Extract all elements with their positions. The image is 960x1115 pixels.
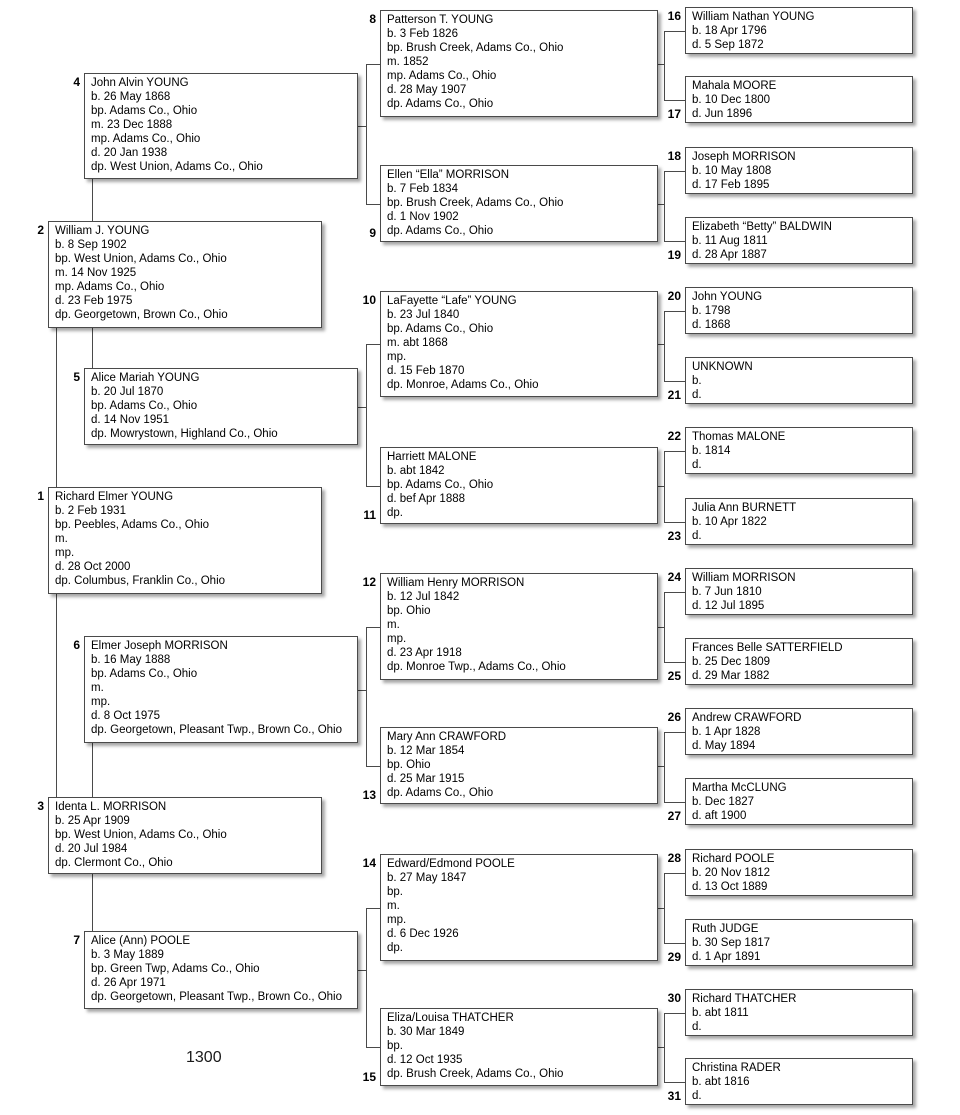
connector-line [358,970,367,971]
person-detail-line: dp. [387,507,403,519]
person-box-10[interactable] [380,291,658,397]
person-detail-line: bp. [387,886,403,898]
person-detail-line: b. 1798 [692,305,731,317]
person-name: John Alvin YOUNG [91,77,189,89]
person-detail-line: dp. Mowrystown, Highland Co., Ohio [91,428,278,440]
person-number: 14 [362,856,376,870]
person-name: Identa L. MORRISON [55,801,167,813]
person-detail-line: d. [692,459,702,471]
person-detail-line: b. [692,375,702,387]
person-detail-line: d. 1 Apr 1891 [692,951,761,963]
person-detail-line: d. 28 Apr 1887 [692,249,767,261]
connector-line [664,522,685,523]
person-box-6[interactable] [84,636,358,743]
person-detail-line: dp. Georgetown, Pleasant Twp., Brown Co., Ohio [91,724,343,736]
person-detail-line: b. 16 May 1888 [91,654,171,666]
person-detail-line: d. May 1894 [692,740,756,752]
person-detail-line: b. abt 1811 [692,1007,749,1019]
person-detail-line: d. [692,1021,702,1033]
person-detail-line: d. 20 Jul 1984 [55,843,128,855]
connector-line [658,1047,665,1048]
person-box-18[interactable] [685,147,913,194]
person-name: John YOUNG [692,291,763,303]
connector-line [664,31,665,100]
person-box-14[interactable] [380,854,658,961]
connector-line [664,1013,685,1014]
person-number: 22 [667,429,681,443]
person-box-25[interactable] [685,638,913,685]
person-detail-line: bp. Ohio [387,605,431,617]
person-number: 29 [667,950,681,964]
person-detail-line: mp. Adams Co., Ohio [91,133,201,145]
person-box-16[interactable] [685,7,913,54]
person-name: Harriett MALONE [387,451,477,463]
person-detail-line: b. 30 Sep 1817 [692,937,771,949]
connector-line [664,592,685,593]
person-detail-line: b. 12 Jul 1842 [387,591,460,603]
person-detail-line: bp. Brush Creek, Adams Co., Ohio [387,42,564,54]
person-box-22[interactable] [685,427,913,474]
connector-line [658,204,665,205]
connector-line [664,732,685,733]
person-number: 25 [667,669,681,683]
connector-line [658,64,665,65]
connector-line [664,311,685,312]
connector-line [664,873,685,874]
person-name: Ruth JUDGE [692,923,759,935]
person-number: 2 [37,223,44,237]
person-detail-line: b. 10 Dec 1800 [692,94,771,106]
person-number: 13 [362,788,376,802]
person-detail-line: d. 23 Apr 1918 [387,647,462,659]
person-name: Patterson T. YOUNG [387,14,494,26]
person-detail-line: dp. [387,942,403,954]
person-detail-line: dp. Clermont Co., Ohio [55,857,173,869]
person-detail-line: d. 28 Oct 2000 [55,561,131,573]
person-detail-line: d. 8 Oct 1975 [91,710,161,722]
person-detail-line: d. 12 Jul 1895 [692,600,765,612]
person-detail-line: b. 25 Dec 1809 [692,656,771,668]
person-detail-line: b. 1814 [692,445,731,457]
person-number: 30 [667,991,681,1005]
person-name: Alice (Ann) POOLE [91,935,191,947]
person-detail-line: b. Dec 1827 [692,796,755,808]
person-detail-line: b. 2 Feb 1931 [55,505,126,517]
person-name: Joseph MORRISON [692,151,796,163]
person-name: Martha McCLUNG [692,782,787,794]
person-detail-line: b. 10 Apr 1822 [692,516,767,528]
person-number: 31 [667,1089,681,1103]
person-box-2[interactable] [48,221,322,328]
person-name: Mary Ann CRAWFORD [387,731,507,743]
person-name: UNKNOWN [692,361,753,373]
person-detail-line: mp. [387,633,407,645]
person-detail-line: bp. Ohio [387,759,431,771]
person-detail-line: d. [692,389,702,401]
person-detail-line: b. 18 Apr 1796 [692,25,767,37]
person-detail-line: b. 23 Jul 1840 [387,309,460,321]
person-box-15[interactable] [380,1008,658,1086]
person-detail-line: b. 7 Feb 1834 [387,183,458,195]
person-detail-line: b. 25 Apr 1909 [55,815,130,827]
person-name: Mahala MOORE [692,80,777,92]
connector-line [366,344,367,486]
person-detail-line: m. [387,619,400,631]
person-detail-line: b. abt 1816 [692,1076,750,1088]
person-name: William Nathan YOUNG [692,11,815,23]
chart-number-label: 1300 [186,1049,222,1066]
person-name: William Henry MORRISON [387,577,525,589]
person-detail-line: bp. Adams Co., Ohio [91,400,198,412]
person-detail-line: d. 13 Oct 1889 [692,881,768,893]
person-detail-line: b. 27 May 1847 [387,872,467,884]
person-detail-line: mp. Adams Co., Ohio [387,70,497,82]
person-number: 20 [667,289,681,303]
person-detail-line: b. 10 May 1808 [692,165,772,177]
person-detail-line: d. 12 Oct 1935 [387,1054,463,1066]
person-name: Elizabeth “Betty” BALDWIN [692,221,832,233]
person-detail-line: dp. Georgetown, Brown Co., Ohio [55,309,228,321]
person-detail-line: m. abt 1868 [387,337,448,349]
person-detail-line: dp. Georgetown, Pleasant Twp., Brown Co., Ohio [91,991,343,1003]
person-number: 8 [369,12,376,26]
person-detail-line: d. 20 Jan 1938 [91,147,168,159]
person-detail-line: mp. [387,351,407,363]
person-box-9[interactable] [380,165,658,242]
person-name: Christina RADER [692,1062,781,1074]
connector-line [366,344,380,345]
person-number: 19 [667,248,681,262]
person-number: 9 [369,226,376,240]
person-detail-line: bp. West Union, Adams Co., Ohio [55,253,227,265]
person-name: Richard THATCHER [692,993,797,1005]
person-number: 11 [363,508,376,522]
person-number: 10 [362,293,376,307]
person-detail-line: b. 11 Aug 1811 [692,235,768,247]
person-detail-line: d. 26 Apr 1971 [91,977,166,989]
person-detail-line: d. 23 Feb 1975 [55,295,133,307]
person-detail-line: dp. Monroe, Adams Co., Ohio [387,379,539,391]
connector-line [658,486,665,487]
person-detail-line: m. 1852 [387,56,429,68]
connector-line [664,1082,685,1083]
person-box-4[interactable] [84,73,358,179]
connector-line [664,732,665,802]
person-detail-line: dp. Columbus, Franklin Co., Ohio [55,575,226,587]
connector-line [366,1047,380,1048]
person-name: Alice Mariah YOUNG [91,372,200,384]
person-detail-line: dp. Adams Co., Ohio [387,98,494,110]
connector-line [664,451,685,452]
connector-line [664,241,685,242]
person-detail-line: mp. Adams Co., Ohio [55,281,165,293]
person-name: Thomas MALONE [692,431,786,443]
person-box-30[interactable] [685,989,913,1036]
person-detail-line: dp. West Union, Adams Co., Ohio [91,161,263,173]
person-detail-line: b. 7 Jun 1810 [692,586,762,598]
person-detail-line: bp. West Union, Adams Co., Ohio [55,829,227,841]
person-detail-line: d. bef Apr 1888 [387,493,466,505]
person-detail-line: d. 28 May 1907 [387,84,467,96]
person-detail-line: b. abt 1842 [387,465,445,477]
person-detail-line: bp. Adams Co., Ohio [91,668,198,680]
person-detail-line: d. 25 Mar 1915 [387,773,465,785]
person-number: 17 [667,107,681,121]
person-name: Frances Belle SATTERFIELD [692,642,843,654]
connector-line [664,662,685,663]
person-detail-line: m. [91,682,104,694]
person-name: Andrew CRAWFORD [692,712,802,724]
person-box-29[interactable] [685,919,913,966]
person-box-24[interactable] [685,568,913,615]
person-name: Richard Elmer YOUNG [55,491,174,503]
person-box-13[interactable] [380,727,658,804]
person-number: 26 [667,710,681,724]
person-detail-line: b. 12 Mar 1854 [387,745,465,757]
person-name: Edward/Edmond POOLE [387,858,515,870]
person-detail-line: dp. Brush Creek, Adams Co., Ohio [387,1068,564,1080]
person-detail-line: dp. Adams Co., Ohio [387,225,494,237]
person-name: William J. YOUNG [55,225,150,237]
connector-line [366,486,380,487]
person-detail-line: d. 5 Sep 1872 [692,39,764,51]
connector-line [664,31,685,32]
person-detail-line: bp. [387,1040,403,1052]
person-name: Eliza/Louisa THATCHER [387,1012,514,1024]
person-box-28[interactable] [685,849,913,896]
connector-line [366,908,367,1048]
connector-line [664,171,685,172]
person-detail-line: b. 30 Mar 1849 [387,1026,465,1038]
person-detail-line: bp. Adams Co., Ohio [91,105,198,117]
person-number: 4 [73,75,80,89]
person-detail-line: bp. Brush Creek, Adams Co., Ohio [387,197,564,209]
person-number: 1 [37,489,44,503]
connector-line [658,344,665,345]
person-detail-line: mp. [91,696,111,708]
connector-line [358,407,367,408]
person-number: 28 [667,851,681,865]
connector-line [366,627,380,628]
person-number: 7 [73,933,80,947]
person-box-20[interactable] [685,287,913,334]
person-box-23[interactable] [685,498,913,545]
person-detail-line: dp. Adams Co., Ohio [387,787,494,799]
person-number: 5 [73,370,80,384]
person-detail-line: bp. Adams Co., Ohio [387,323,494,335]
connector-line [664,802,685,803]
person-box-8[interactable] [380,10,658,117]
person-detail-line: m. 23 Dec 1888 [91,119,173,131]
person-name: William MORRISON [692,572,796,584]
person-detail-line: b. 8 Sep 1902 [55,239,127,251]
person-detail-line: d. 15 Feb 1870 [387,365,465,377]
person-name: Ellen “Ella” MORRISON [387,169,510,181]
person-detail-line: d. aft 1900 [692,810,747,822]
person-detail-line: dp. Monroe Twp., Adams Co., Ohio [387,661,566,673]
connector-line [658,627,665,628]
person-detail-line: mp. [55,547,75,559]
connector-line [664,381,685,382]
person-number: 16 [667,9,681,23]
person-box-3[interactable] [48,797,322,874]
person-box-21[interactable] [685,357,913,404]
person-detail-line: d. Jun 1896 [692,108,753,120]
person-detail-line: m. [55,533,68,545]
person-detail-line: d. 6 Dec 1926 [387,928,459,940]
person-name: Elmer Joseph MORRISON [91,640,228,652]
person-detail-line: m. [387,900,400,912]
person-name: Richard POOLE [692,853,775,865]
person-name: LaFayette “Lafe” YOUNG [387,295,517,307]
person-box-7[interactable] [84,931,358,1009]
connector-line [358,690,367,691]
connector-line [664,943,685,944]
person-detail-line: d. 17 Feb 1895 [692,179,770,191]
person-detail-line: bp. Green Twp, Adams Co., Ohio [91,963,260,975]
person-number: 15 [362,1070,376,1084]
connector-line [664,311,665,381]
person-detail-line: mp. [387,914,407,926]
connector-line [658,908,665,909]
person-box-1[interactable] [48,487,322,594]
person-detail-line: b. 3 May 1889 [91,949,164,961]
person-detail-line: b. 3 Feb 1826 [387,28,458,40]
person-number: 24 [667,570,681,584]
connector-line [366,64,380,65]
person-number: 12 [362,575,376,589]
connector-line [366,627,367,766]
person-detail-line: d. 29 Mar 1882 [692,670,770,682]
person-detail-line: b. 20 Jul 1870 [91,386,164,398]
person-box-5[interactable] [84,368,358,445]
person-box-11[interactable] [380,447,658,524]
person-detail-line: d. [692,1090,702,1102]
person-number: 21 [667,388,681,402]
person-box-26[interactable] [685,708,913,755]
connector-line [366,766,380,767]
person-number: 3 [37,799,44,813]
person-detail-line: m. 14 Nov 1925 [55,267,137,279]
person-detail-line: d. 1868 [692,319,731,331]
connector-line [658,766,665,767]
person-number: 27 [667,809,681,823]
person-detail-line: bp. Adams Co., Ohio [387,479,494,491]
connector-line [366,908,380,909]
person-detail-line: bp. Peebles, Adams Co., Ohio [55,519,210,531]
person-name: Julia Ann BURNETT [692,502,797,514]
person-number: 23 [667,529,681,543]
person-detail-line: b. 1 Apr 1828 [692,726,761,738]
person-detail-line: b. 26 May 1868 [91,91,171,103]
connector-line [358,126,367,127]
person-detail-line: d. [692,530,702,542]
person-box-27[interactable] [685,778,913,825]
person-box-19[interactable] [685,217,913,264]
connector-line [366,64,367,204]
person-number: 18 [667,149,681,163]
connector-line [366,204,380,205]
person-detail-line: d. 1 Nov 1902 [387,211,459,223]
connector-line [664,100,685,101]
connector-line [664,171,665,241]
person-box-17[interactable] [685,76,913,123]
person-number: 6 [73,638,80,652]
person-detail-line: d. 14 Nov 1951 [91,414,170,426]
person-box-31[interactable] [685,1058,913,1105]
person-box-12[interactable] [380,573,658,680]
person-detail-line: b. 20 Nov 1812 [692,867,771,879]
